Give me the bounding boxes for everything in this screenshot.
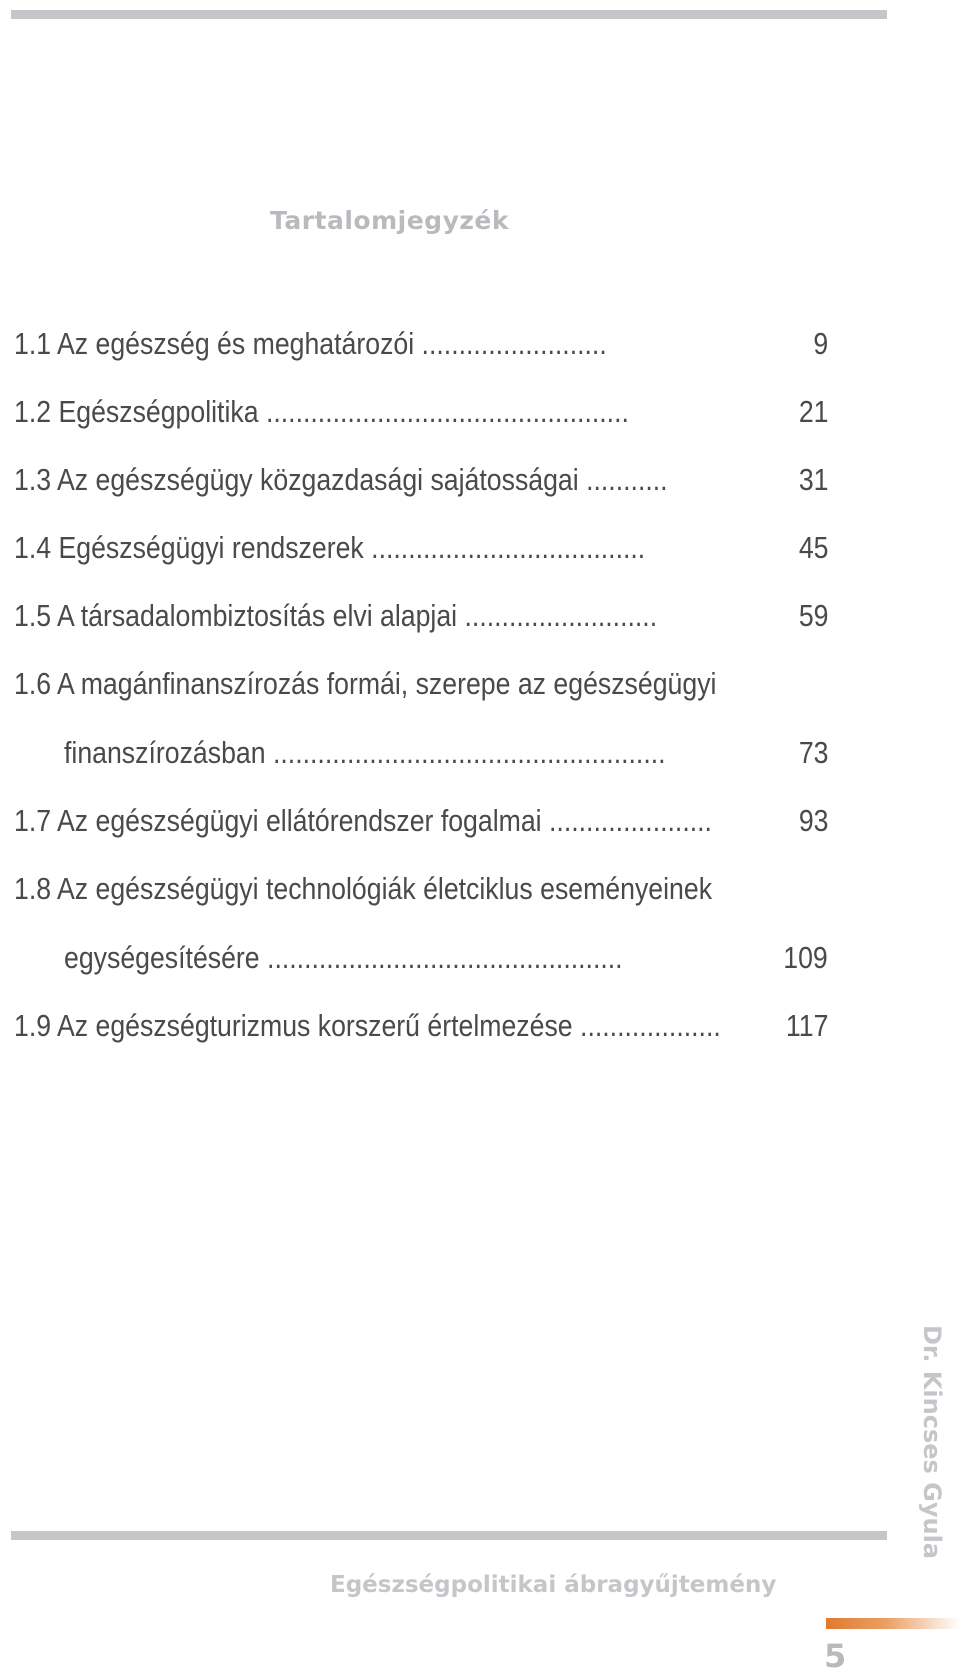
- toc-entry-leader: ................................................: [259, 940, 623, 975]
- toc-entry[interactable]: [14, 528, 645, 568]
- toc-entry[interactable]: [14, 392, 629, 432]
- toc-entry[interactable]: [14, 801, 712, 841]
- toc-entry-leader: ......................: [541, 803, 712, 838]
- toc-entry[interactable]: [14, 596, 657, 636]
- toc-entry-page: 21: [798, 394, 828, 429]
- toc-entry-page: 73: [798, 735, 828, 770]
- toc-entry-title: 1.5 A társadalombiztosítás elvi alapjai: [14, 598, 458, 633]
- page-number-accent-bar: [826, 1618, 960, 1629]
- toc-entry-title: 1.4 Egészségügyi rendszerek: [14, 530, 364, 565]
- toc-entry[interactable]: [14, 1006, 721, 1046]
- page-title: Tartalomjegyzék: [270, 206, 509, 235]
- toc-entry-page: 117: [785, 1008, 828, 1043]
- toc-entry-page: 59: [798, 598, 828, 633]
- toc-entry-page: 31: [798, 462, 828, 497]
- toc-entry-title: 1.9 Az egészségturizmus korszerű értelmezése: [14, 1008, 573, 1043]
- toc-entry-leader: .....................................: [363, 530, 646, 565]
- bottom-rule: [11, 1531, 887, 1540]
- author-name: Dr. Kincses Gyula: [918, 1325, 946, 1559]
- toc-entry-page: 109: [783, 940, 828, 975]
- toc-entry-title: 1.2 Egészségpolitika: [14, 394, 259, 429]
- toc-entry-leader: .....................................................: [265, 735, 666, 770]
- toc-entry-continuation[interactable]: [64, 938, 623, 978]
- toc-entry-title: 1.6 A magánfinanszírozás formái, szerepe az egészségügyi: [14, 666, 717, 701]
- toc-entry-leader: ...................: [572, 1008, 721, 1043]
- toc-entry-title: finanszírozásban: [64, 735, 266, 770]
- toc-entry-title: 1.8 Az egészségügyi technológiák életciklus eseményeinek: [14, 871, 713, 906]
- toc-entry[interactable]: [14, 664, 716, 704]
- toc-entry-leader: .................................................: [258, 394, 629, 429]
- book-title: Egészségpolitikai ábragyűjtemény: [330, 1572, 777, 1598]
- toc-entry-title: egységesítésére: [64, 940, 260, 975]
- toc-entry-title: 1.7 Az egészségügyi ellátórendszer fogalmai: [14, 803, 542, 838]
- toc-entry-leader: ..........................: [457, 598, 658, 633]
- toc-entry-leader: ...........: [578, 462, 668, 497]
- toc-entry[interactable]: [14, 869, 712, 909]
- toc-entry-title: 1.1 Az egészség és meghatározói: [14, 326, 415, 361]
- toc-entry-page: 93: [798, 803, 828, 838]
- toc-entry-page: 9: [813, 326, 828, 361]
- toc-entry[interactable]: [14, 324, 607, 364]
- toc-entry[interactable]: [14, 460, 668, 500]
- toc-entry-leader: .........................: [414, 326, 607, 361]
- page-number: 5: [824, 1637, 847, 1675]
- toc-entry-continuation[interactable]: [64, 733, 666, 773]
- toc-entry-title: 1.3 Az egészségügy közgazdasági sajátosságai: [14, 462, 579, 497]
- toc-entry-page: 45: [798, 530, 828, 565]
